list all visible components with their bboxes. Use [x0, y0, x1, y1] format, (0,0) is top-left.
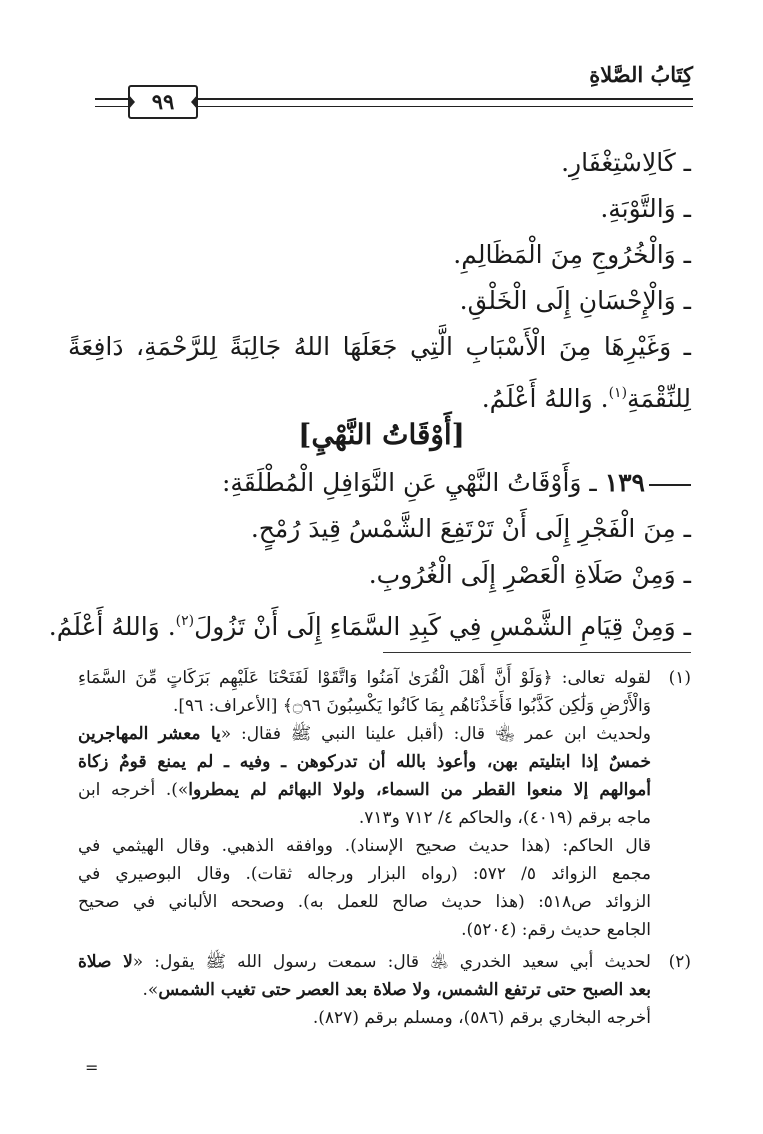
footnote-line: أخرجه البخاري برقم (٥٨٦)، ومسلم برقم (٨٢٧).: [312, 1008, 651, 1028]
hadith-text: أموالهم إلا منعوا القطر من السماء، ولولا البهائم لم يمطروا: [188, 780, 651, 800]
rule-heading-text: ـ وَأَوْقَاتُ النَّهْيِ عَنِ النَّوَافِلِ الْمُطْلَقَةِ:: [221, 468, 597, 497]
header-rule-left: [95, 98, 125, 107]
list-line: ـ وَالْخُرُوجِ مِنَ الْمَظَالِمِ.: [453, 240, 691, 269]
list-line: ـ كَالِاسْتِغْفَارِ.: [561, 148, 691, 177]
hadith-text: بعد الصبح حتى ترتفع الشمس، ولا صلاة بعد العصر حتى تغيب الشمس: [158, 980, 651, 1000]
footnote-number: (٢): [668, 952, 691, 972]
hadith-text: يا معشر المهاجرين: [78, 724, 221, 744]
footnote-line: [78, 720, 651, 748]
margin-mark: =: [85, 1058, 99, 1077]
hadith-text: لا صلاة: [78, 952, 133, 972]
paragraph-line: ـ وَغَيْرِهَا مِنَ الْأَسْبَابِ الَّتِي جَعَلَهَا اللهُ جَالِبَةً لِلرَّحْمَةِ، دَافِعَةً: [68, 332, 691, 361]
hadith-close: ».: [142, 980, 159, 1000]
footnote-line: ماجه برقم (٤٠١٩)، والحاكم ٤/ ٧١٢ و٧١٣.: [358, 808, 651, 828]
paragraph-tail: . وَاللهُ أَعْلَمُ.: [481, 384, 609, 413]
footnote-line: [78, 776, 651, 804]
footnote-line: لقوله تعالى: ﴿وَلَوْ أَنَّ أَهْلَ الْقُرَىٰ آمَنُوا وَاتَّقَوْا لَفَتَحْنَا عَلَيْهِم بَرَكَاتٍ مِّنَ السَّمَاءِ: [78, 668, 651, 688]
paragraph-line-end: [68, 370, 691, 422]
hadith-source: »). أخرجه ابن: [78, 780, 189, 800]
rule-139: [48, 460, 691, 650]
list-line: ـ وَالْإِحْسَانِ إِلَى الْخَلْقِ.: [459, 286, 691, 315]
rule-line-last: [48, 598, 691, 650]
main-text: [68, 140, 691, 422]
footnote-line: مجمع الزوائد ٥/ ٥٧٢: (رواه البزار ورجاله ثقات). وقال البوصيري في: [78, 864, 651, 884]
list-line: ـ وَالتَّوْبَةِ.: [600, 194, 691, 223]
footnote-line: قال الحاكم: (هذا حديث صحيح الإسناد). ووافقه الذهبي. وقال الهيثمي في: [78, 836, 651, 856]
rule-line: ـ مِنَ الْفَجْرِ إِلَى أَنْ تَرْتَفِعَ الشَّمْسُ قِيدَ رُمْحٍ.: [250, 514, 691, 543]
rule-heading: [68, 460, 691, 506]
footnote-line: الجامع حديث رقم: (٥٢٠٤).: [461, 920, 651, 940]
running-title: كِتَابُ الصَّلاةِ: [589, 62, 693, 87]
rule-last-text: ـ وَمِنْ قِيَامِ الشَّمْسِ فِي كَبِدِ السَّمَاءِ إِلَى أَنْ تَزُولَ: [194, 612, 691, 641]
paragraph-text: لِلنِّقْمَةِ: [627, 384, 691, 413]
rule-line: ـ وَمِنْ صَلَاةِ الْعَصْرِ إِلَى الْغُرُوبِ.: [368, 560, 691, 589]
footnote-line: خمسٌ إذا ابتليتم بهن، وأعوذ بالله أن تدركوهن ـ وفيه ـ لم يمنع قومٌ زكاة: [78, 752, 651, 772]
rule-number: ١٣٩: [604, 468, 645, 497]
page-number: ٩٩: [128, 85, 198, 119]
item-marker: [649, 484, 691, 486]
footnote-separator: [383, 652, 691, 653]
footnotes: [78, 664, 691, 1036]
section-title: [أَوْقَاتُ النَّهْيِ]: [298, 418, 465, 451]
footnote-line: الزوائد ص٥١٨: (هذا حديث صالح للعمل به). وصححه الألباني في صحيح: [78, 892, 651, 912]
footnote-line: [78, 948, 651, 976]
footnote-line: [78, 976, 651, 1004]
rule-last-tail: . وَاللهُ أَعْلَمُ.: [48, 612, 176, 641]
hadith-intro: لحديث أبي سعيد الخدري ﵁ قال: سمعت رسول الله ﷺ يقول: «: [132, 952, 651, 972]
footnote-line: وَالْأَرْضِ وَلَٰكِن كَذَّبُوا فَأَخَذْنَاهُم بِمَا كَانُوا يَكْسِبُونَ ۝٩٦﴾ [الأعراف: ٩٦].: [172, 696, 651, 716]
hadith-intro: ولحديث ابن عمر ﵄ قال: (أقبل علينا النبي ﷺ فقال: «: [220, 724, 651, 744]
footnote-2: [78, 948, 691, 1032]
footnote-number: (١): [668, 668, 691, 688]
footnote-ref: (١): [608, 385, 628, 401]
footnote-1: [78, 664, 691, 944]
footnote-ref: (٢): [175, 613, 195, 629]
